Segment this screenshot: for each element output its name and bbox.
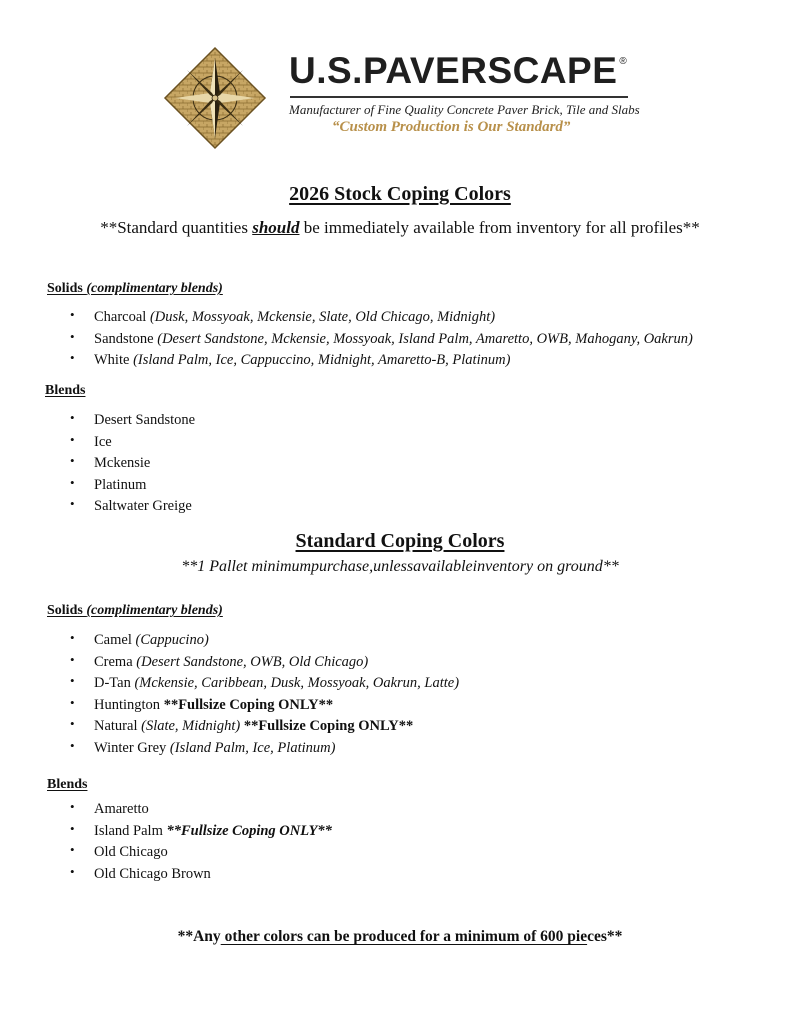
list-item: • Winter Grey (Island Palm, Ice, Platinum) xyxy=(70,737,336,756)
list-item: • Platinum xyxy=(70,474,147,493)
stock-solids-heading: Solids (complimentary blends) xyxy=(47,281,223,296)
brand-divider xyxy=(290,96,628,98)
standard-blends-heading: Blends xyxy=(47,777,88,792)
list-item: • Island Palm **Fullsize Coping ONLY** xyxy=(70,820,332,839)
list-item: • Old Chicago xyxy=(70,842,168,860)
list-item: • Amaretto xyxy=(70,799,149,817)
footer-note: **Any other colors can be produced for a minimum of 600 pieces** xyxy=(177,928,623,945)
list-item: • Mckensie xyxy=(70,453,151,471)
list-item: • Huntington **Fullsize Coping ONLY** xyxy=(70,694,334,713)
stock-blends-heading: Blends xyxy=(45,383,86,398)
standard-solids-heading: Solids (complimentary blends) xyxy=(47,603,223,618)
list-item: • D-Tan (Mckensie, Caribbean, Dusk, Mossyoak, Oakrun, Latte) xyxy=(70,673,460,691)
stock-title: 2026 Stock Coping Colors xyxy=(289,183,511,205)
list-item: • Charcoal (Dusk, Mossyoak, Mckensie, Slate, Old Chicago, Midnight) xyxy=(70,307,496,325)
stock-blends-list xyxy=(70,410,196,518)
list-item: • Camel (Cappucino) xyxy=(70,630,209,648)
stock-solids-list xyxy=(70,307,693,372)
brand-tagline: Manufacturer of Fine Quality Concrete Paver Brick, Tile and Slabs xyxy=(289,102,640,117)
brand-name: U.S.PAVERSCAPE ® xyxy=(289,50,628,91)
stock-note-emphasis: should xyxy=(252,218,300,237)
list-item: • White (Island Palm, Ice, Cappuccino, Midnight, Amaretto-B, Platinum) xyxy=(70,350,511,368)
list-item: • Old Chicago Brown xyxy=(70,863,211,882)
list-item: • Saltwater Greige xyxy=(70,496,192,514)
standard-title: Standard Coping Colors xyxy=(295,530,505,552)
standard-solids-list xyxy=(70,630,460,759)
list-item: • Sandstone (Desert Sandstone, Mckensie, Mossyoak, Island Palm, Amaretto, OWB, Mahogany, Oakrun) xyxy=(70,328,693,347)
standard-note: **1 Pallet minimumpurchase,unlessavailableinventory on ground** xyxy=(181,558,619,575)
list-item: • Crema (Desert Sandstone, OWB, Old Chicago) xyxy=(70,651,369,670)
registered-mark: ® xyxy=(619,56,628,67)
list-item: • Desert Sandstone xyxy=(70,410,196,428)
brand-slogan: “Custom Production is Our Standard” xyxy=(332,119,571,135)
compass-star-logo-icon xyxy=(163,46,267,150)
list-item: • Ice xyxy=(70,431,112,450)
stock-note: **Standard quantities should be immediately available from inventory for all profiles** xyxy=(100,218,700,237)
standard-blends-list xyxy=(70,799,332,885)
list-item: • Natural (Slate, Midnight) **Fullsize Coping ONLY** xyxy=(70,716,414,734)
